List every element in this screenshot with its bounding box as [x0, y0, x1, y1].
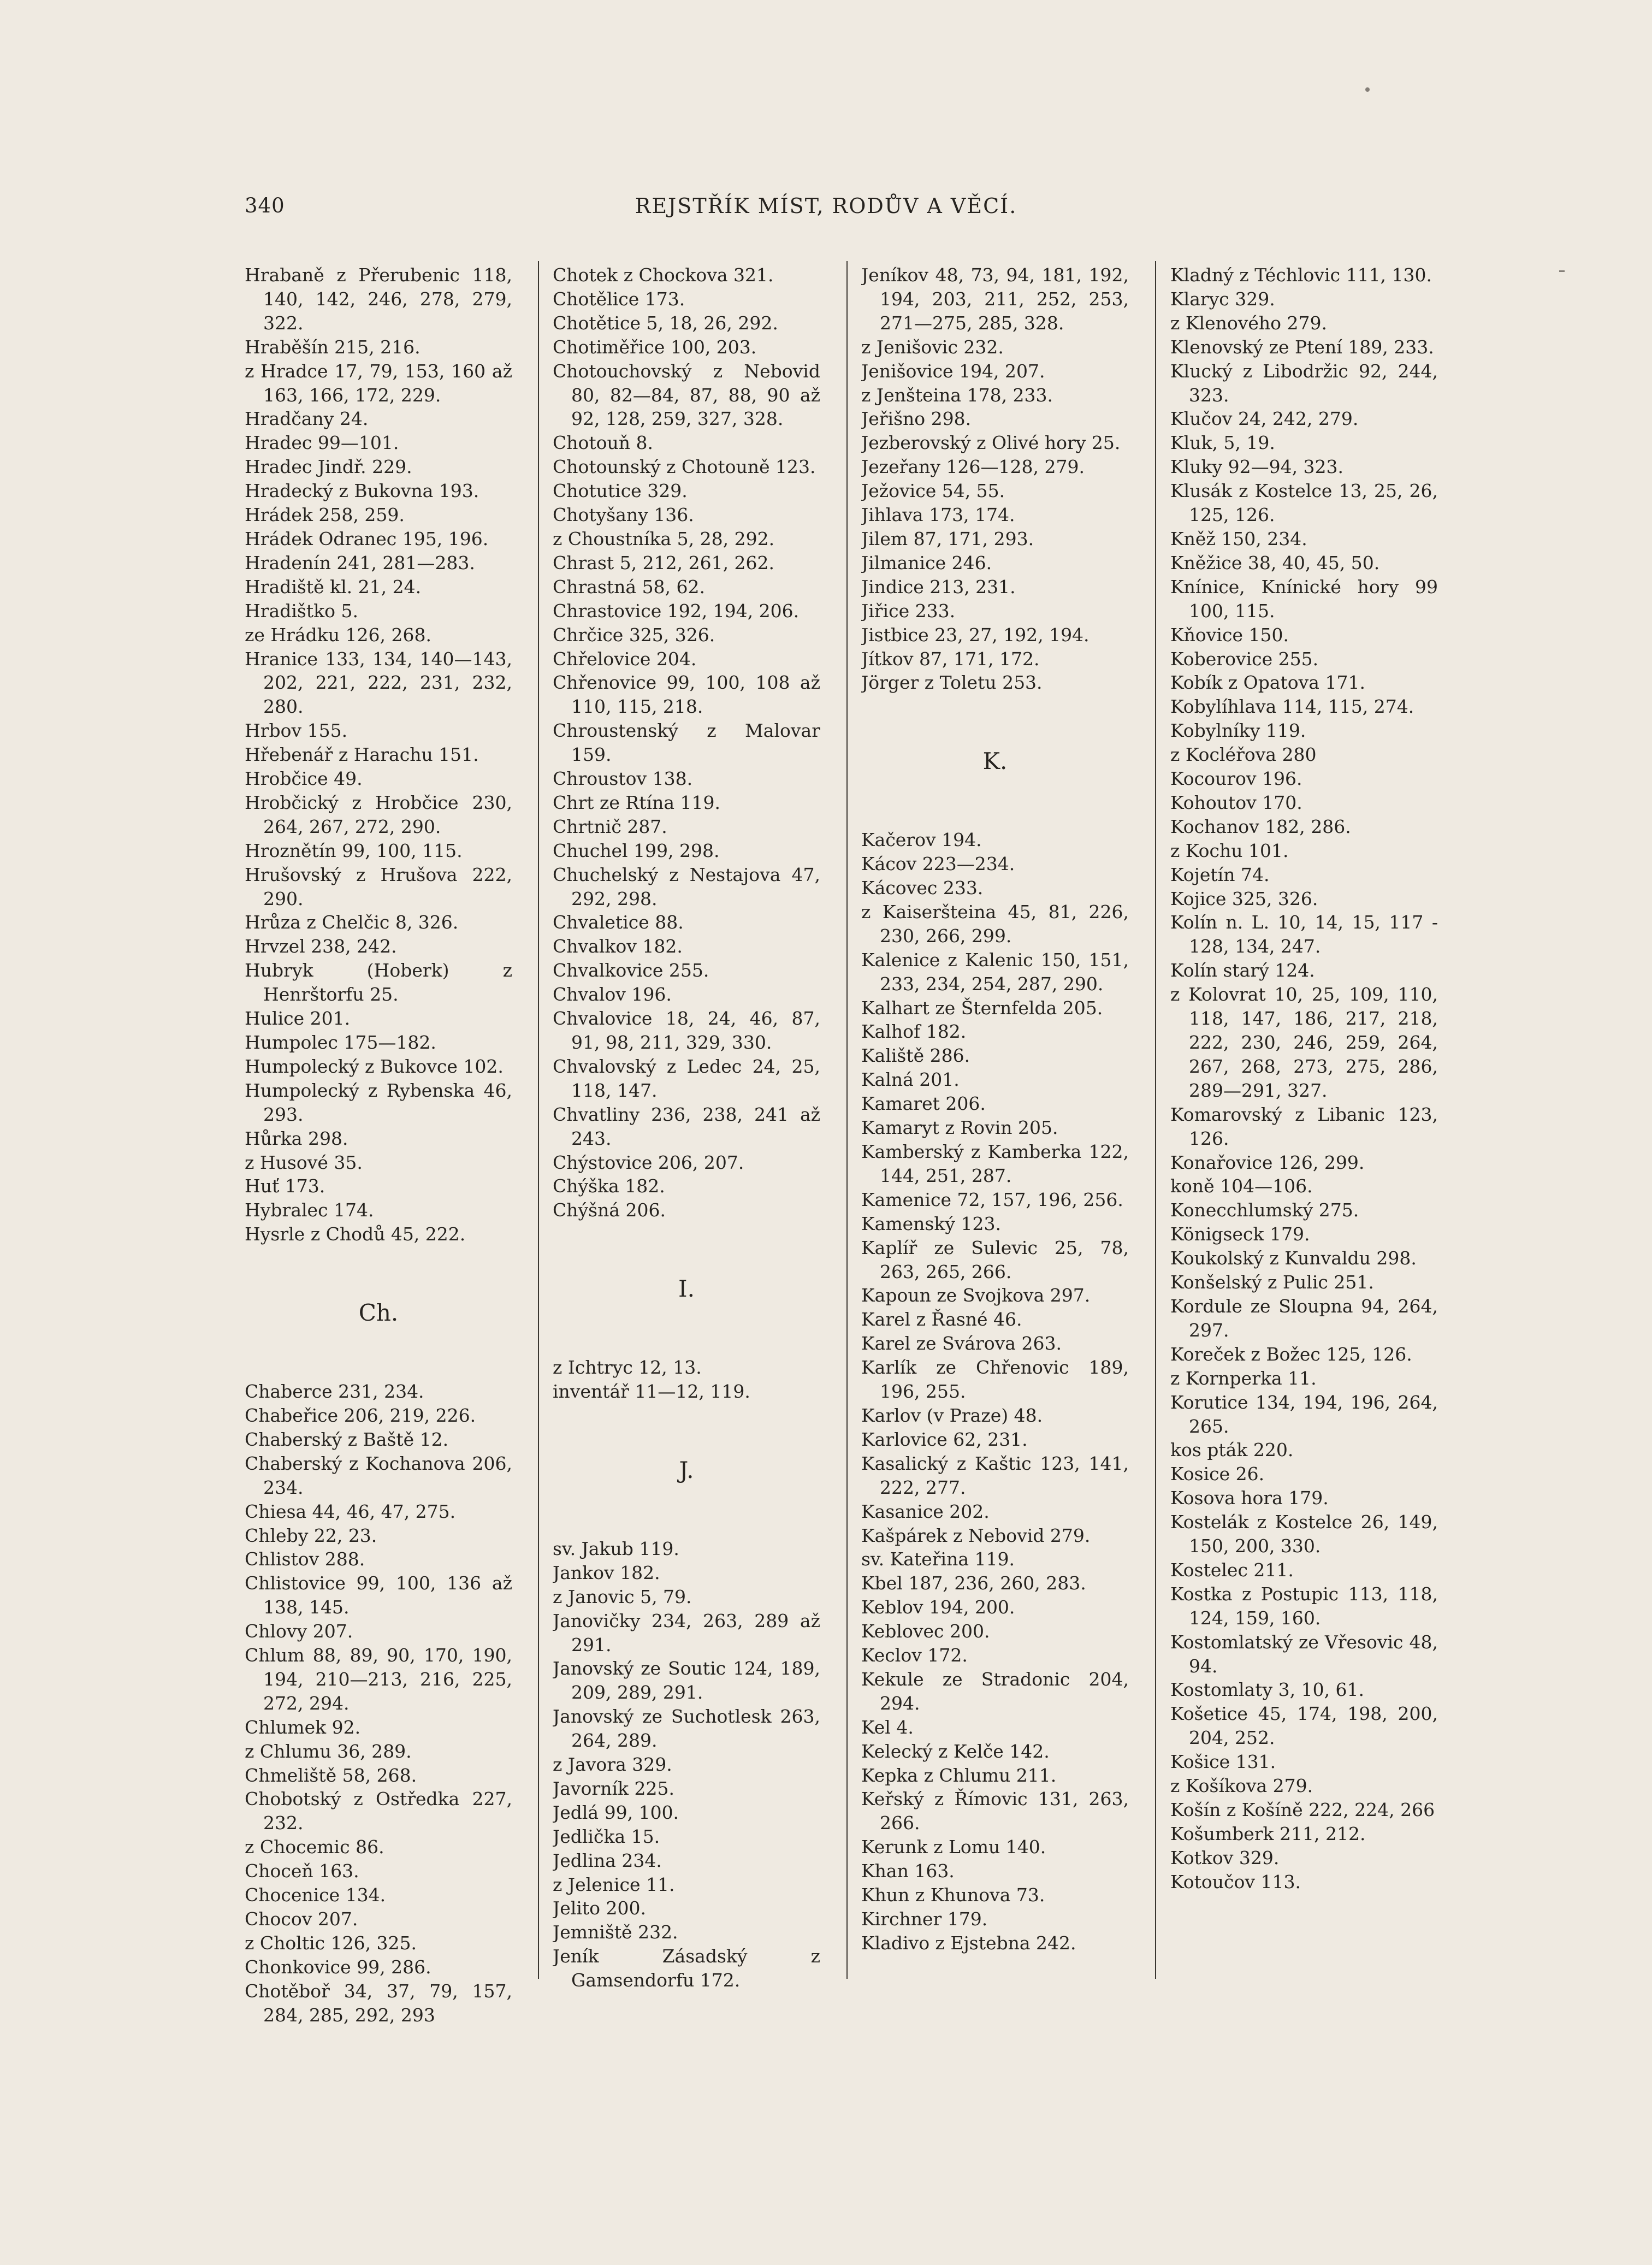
index-entry: Huť 173.	[245, 1175, 325, 1197]
index-entry: Chmeliště 58, 268.	[245, 1764, 417, 1786]
index-entry: Kel 4.	[861, 1716, 914, 1738]
index-entry: Kňovice 150.	[1170, 624, 1289, 646]
index-entry: Chlovy 207.	[245, 1621, 353, 1642]
index-entry: Chvalov 196.	[553, 984, 672, 1006]
index-entry: Hradenín 241, 281—283.	[245, 552, 475, 573]
index-entry: Kostelák z Kostelce 26, 149, 150, 200, 330.	[1170, 1511, 1438, 1557]
index-entry: Chrastná 58, 62.	[553, 576, 706, 598]
index-entry: Chuchel 199, 298.	[553, 839, 720, 861]
index-entry: z Kocléřova 280	[1170, 744, 1317, 766]
index-entry: Kamenice 72, 157, 196, 256.	[861, 1188, 1123, 1210]
index-column-2	[553, 263, 820, 1992]
index-entry: Hubryk (Hoberk) z Henrštorfu 25.	[245, 960, 512, 1006]
index-entry: Chleby 22, 23.	[245, 1524, 377, 1546]
index-entry: Hradec Jindř. 229.	[245, 456, 412, 478]
index-entry: Koukolský z Kunvaldu 298.	[1170, 1247, 1417, 1269]
index-entry: Chýška 182.	[553, 1175, 665, 1197]
index-entry: Komarovský z Libanic 123, 126.	[1170, 1103, 1438, 1149]
index-entry: Hroznětín 99, 100, 115.	[245, 839, 463, 861]
index-column-3	[861, 263, 1129, 1955]
index-entry: Chýstovice 206, 207.	[553, 1151, 744, 1173]
index-entry: Chřenovice 99, 100, 108 až 110, 115, 218.	[553, 672, 820, 718]
index-entry: Kelecký z Kelče 142.	[861, 1740, 1050, 1762]
index-entry: z Jelenice 11.	[553, 1873, 675, 1895]
index-entry: Hrvzel 238, 242.	[245, 936, 397, 957]
index-entry: Kolín n. L. 10, 14, 15, 117 - 128, 134, 247.	[1170, 912, 1438, 957]
index-entry: Chrtnič 287.	[553, 815, 667, 837]
column-rule	[1155, 261, 1156, 1979]
index-entry: Chrast 5, 212, 261, 262.	[553, 552, 775, 573]
index-entry: Jedlička 15.	[553, 1825, 660, 1847]
index-entry: Chotyšany 136.	[553, 504, 694, 526]
index-entry: Kalhart ze Šternfelda 205.	[861, 997, 1103, 1019]
index-entry: Hradčany 24.	[245, 408, 369, 430]
index-entry: Humpolecký z Bukovce 102.	[245, 1055, 504, 1077]
index-entry: Chotiměřice 100, 203.	[553, 336, 757, 358]
section-letter-heading: K.	[982, 748, 1008, 775]
index-entry: Karlov (v Praze) 48.	[861, 1404, 1043, 1426]
index-entry: Jelito 200.	[553, 1897, 646, 1919]
index-entry: Kněž 150, 234.	[1170, 528, 1307, 549]
index-entry: Koberovice 255.	[1170, 648, 1319, 670]
index-entry: Chýšná 206.	[553, 1199, 666, 1221]
index-entry: Karel ze Svárova 263.	[861, 1333, 1062, 1355]
index-entry: Klucký z Libodržic 92, 244, 323.	[1170, 360, 1438, 406]
index-entry: Chlistov 288.	[245, 1548, 365, 1570]
index-entry: Hrůza z Chelčic 8, 326.	[245, 912, 459, 933]
index-entry: Chvatliny 236, 238, 241 až 243.	[553, 1103, 820, 1149]
index-entry: Chroustov 138.	[553, 768, 693, 790]
index-entry: Chabeřice 206, 219, 226.	[245, 1404, 476, 1426]
index-entry: inventář 11—12, 119.	[553, 1381, 750, 1403]
index-entry: Javorník 225.	[553, 1777, 674, 1799]
index-entry: Hůrka 298.	[245, 1127, 348, 1149]
index-entry: Chvalovský z Ledec 24, 25, 118, 147.	[553, 1055, 820, 1101]
section-letter-heading: Ch.	[358, 1299, 399, 1327]
index-entry: Janovský ze Soutic 124, 189, 209, 289, 291.	[553, 1658, 820, 1704]
index-entry: Konecchlumský 275.	[1170, 1199, 1359, 1221]
index-entry: Chotětice 5, 18, 26, 292.	[553, 312, 778, 334]
index-entry: Jeník Zásadský z Gamsendorfu 172.	[553, 1945, 820, 1991]
index-entry: Kordule ze Sloupna 94, 264, 297.	[1170, 1295, 1438, 1341]
index-entry: Kašpárek z Nebovid 279.	[861, 1524, 1091, 1546]
index-entry: Janovský ze Suchotlesk 263, 264, 289.	[553, 1706, 820, 1752]
index-entry: Klaryc 329.	[1170, 288, 1275, 310]
index-entry: Karlík ze Chřenovic 189, 196, 255.	[861, 1357, 1129, 1403]
index-entry: Hrabaně z Přerubenic 118, 140, 142, 246, 278, 279, 322.	[245, 264, 512, 334]
index-entry: Chocov 207.	[245, 1908, 358, 1930]
index-entry: Kojetín 74.	[1170, 864, 1270, 885]
index-entry: Chiesa 44, 46, 47, 275.	[245, 1500, 456, 1522]
index-entry: z Hradce 17, 79, 153, 160 až 163, 166, 172, 229.	[245, 360, 512, 406]
index-entry: Khun z Khunova 73.	[861, 1884, 1045, 1906]
index-entry: Kostelec 211.	[1170, 1559, 1294, 1581]
index-entry: Chotělice 173.	[553, 288, 685, 310]
index-entry: Karlovice 62, 231.	[861, 1428, 1028, 1450]
index-entry: Hybralec 174.	[245, 1199, 374, 1221]
index-entry: Humpolec 175—182.	[245, 1032, 436, 1053]
index-entry: Kobík z Opatova 171.	[1170, 672, 1365, 694]
index-entry: Koreček z Božec 125, 126.	[1170, 1343, 1412, 1365]
index-entry: Košumberk 211, 212.	[1170, 1823, 1366, 1844]
index-entry: Kobylíhlava 114, 115, 274.	[1170, 696, 1414, 718]
index-entry: z Kaiseršteina 45, 81, 226, 230, 266, 299.	[861, 901, 1129, 947]
index-entry: Kamaret 206.	[861, 1093, 986, 1115]
index-entry: z Husové 35.	[245, 1151, 363, 1173]
index-entry: Chlistovice 99, 100, 136 až 138, 145.	[245, 1572, 512, 1618]
index-entry: Kojice 325, 326.	[1170, 888, 1318, 909]
running-title: REJSTŘÍK MÍST, RODŮV A VĚCÍ.	[635, 194, 1017, 218]
index-entry: Kasalický z Kaštic 123, 141, 222, 277.	[861, 1452, 1129, 1498]
index-entry: z Ichtryc 12, 13.	[553, 1357, 702, 1379]
index-entry: Keřský z Římovic 131, 263, 266.	[861, 1788, 1129, 1834]
index-entry: sv. Jakub 119.	[553, 1537, 679, 1559]
index-entry: Kamaryt z Rovin 205.	[861, 1117, 1058, 1139]
index-entry: Chonkovice 99, 286.	[245, 1956, 431, 1978]
index-entry: Jedlina 234.	[553, 1849, 662, 1871]
index-entry: Kocourov 196.	[1170, 768, 1302, 790]
index-entry: Kirchner 179.	[861, 1908, 988, 1930]
index-entry: Hřebenář z Harachu 151.	[245, 744, 479, 766]
index-entry: Humpolecký z Rybenska 46, 293.	[245, 1079, 512, 1125]
index-entry: Kněžice 38, 40, 45, 50.	[1170, 552, 1380, 573]
index-entry: Jankov 182.	[553, 1562, 660, 1583]
index-entry: Kostka z Postupic 113, 118, 124, 159, 160.	[1170, 1583, 1438, 1629]
index-entry: Chvalovice 18, 24, 46, 87, 91, 98, 211, 329, 330.	[553, 1008, 820, 1053]
index-entry: Keclov 172.	[861, 1645, 968, 1666]
index-entry: Kepka z Chlumu 211.	[861, 1764, 1057, 1786]
index-entry: Chroustenský z Malovar 159.	[553, 720, 820, 766]
index-entry: Hradec 99—101.	[245, 432, 399, 454]
index-entry: Kluk, 5, 19.	[1170, 432, 1275, 454]
index-entry: Chrt ze Rtína 119.	[553, 791, 720, 813]
index-entry: Jihlava 173, 174.	[861, 504, 1015, 526]
index-entry: Jörger z Toletu 253.	[861, 672, 1043, 694]
index-entry: Chotek z Chockova 321.	[553, 264, 774, 286]
index-entry: Hradecký z Bukovna 193.	[245, 480, 479, 502]
index-entry: Chřelovice 204.	[553, 648, 697, 670]
index-entry: Hrbov 155.	[245, 720, 348, 742]
index-entry: Chobotský z Ostředka 227, 232.	[245, 1788, 512, 1834]
index-entry: Košín z Košíně 222, 224, 266	[1170, 1799, 1435, 1820]
index-entry: Chvalkovice 255.	[553, 960, 709, 981]
index-entry: Jistbice 23, 27, 192, 194.	[861, 624, 1090, 646]
index-entry: Kobylníky 119.	[1170, 720, 1306, 742]
index-entry: Klusák z Kostelce 13, 25, 26, 125, 126.	[1170, 480, 1438, 526]
index-entry: Choceň 163.	[245, 1860, 359, 1882]
index-entry: z Košíkova 279.	[1170, 1775, 1313, 1797]
index-entry: Janovičky 234, 263, 289 až 291.	[553, 1610, 820, 1655]
index-entry: Kácovec 233.	[861, 877, 984, 899]
index-entry: Kolín starý 124.	[1170, 960, 1315, 981]
index-entry: Kalhof 182.	[861, 1021, 967, 1043]
index-entry: Jilem 87, 171, 293.	[861, 528, 1034, 549]
index-entry: Kladný z Téchlovic 111, 130.	[1170, 264, 1432, 286]
index-entry: Kosova hora 179.	[1170, 1487, 1329, 1509]
index-column-4	[1170, 263, 1438, 1894]
index-entry: Korutice 134, 194, 196, 264, 265.	[1170, 1391, 1438, 1437]
index-entry: Chotouň 8.	[553, 432, 653, 454]
index-entry: Jenišovice 194, 207.	[861, 360, 1045, 382]
index-entry: Kasanice 202.	[861, 1500, 990, 1522]
index-entry: Košetice 45, 174, 198, 200, 204, 252.	[1170, 1703, 1438, 1749]
index-entry: Chvalkov 182.	[553, 936, 683, 957]
index-entry: Kačerov 194.	[861, 829, 982, 851]
index-entry: Hrušovský z Hrušova 222, 290.	[245, 864, 512, 909]
index-entry: Hranice 133, 134, 140—143, 202, 221, 222, 231, 232, 280.	[245, 648, 512, 718]
paper-speck	[1365, 87, 1370, 92]
index-entry: Kotoučov 113.	[1170, 1871, 1301, 1893]
index-entry: Kalná 201.	[861, 1069, 960, 1091]
index-entry: Chlumek 92.	[245, 1716, 361, 1738]
index-entry: z Jenišovic 232.	[861, 336, 1004, 358]
page-number: 340	[245, 194, 285, 217]
index-entry: Konařovice 126, 299.	[1170, 1151, 1365, 1173]
index-entry: z Jenšteina 178, 233.	[861, 384, 1053, 406]
index-entry: z Kochu 101.	[1170, 839, 1289, 861]
index-entry: Kamberský z Kamberka 122, 144, 251, 287.	[861, 1141, 1129, 1186]
index-entry: Kácov 223—234.	[861, 853, 1015, 875]
index-column-1	[245, 263, 512, 2027]
index-entry: Kerunk z Lomu 140.	[861, 1836, 1046, 1858]
index-entry: Jiřice 233.	[861, 600, 956, 622]
index-entry: Jindice 213, 231.	[861, 576, 1016, 598]
index-entry: Kladivo z Ejstebna 242.	[861, 1932, 1076, 1954]
index-entry: Keblov 194, 200.	[861, 1596, 1015, 1618]
index-entry: Chuchelský z Nestajova 47, 292, 298.	[553, 864, 820, 909]
index-entry: koně 104—106.	[1170, 1175, 1313, 1197]
index-entry: kos pták 220.	[1170, 1439, 1294, 1461]
index-entry: Jemniště 232.	[553, 1921, 678, 1943]
index-entry: Kosice 26.	[1170, 1463, 1265, 1485]
index-entry: Kluky 92—94, 323.	[1170, 456, 1344, 478]
index-entry: Chaberce 231, 234.	[245, 1381, 424, 1403]
index-entry: Chotěboř 34, 37, 79, 157, 284, 285, 292, 293	[245, 1980, 512, 2026]
index-entry: Kostomlaty 3, 10, 61.	[1170, 1679, 1365, 1701]
index-entry: Kalenice z Kalenic 150, 151, 233, 234, 254, 287, 290.	[861, 949, 1129, 995]
index-entry: Hrobčice 49.	[245, 768, 363, 790]
index-entry: Königseck 179.	[1170, 1223, 1310, 1245]
index-entry: z Choustníka 5, 28, 292.	[553, 528, 775, 549]
index-entry: Chaberský z Kochanova 206, 234.	[245, 1452, 512, 1498]
index-entry: Hulice 201.	[245, 1008, 351, 1030]
paper-speck	[1559, 270, 1565, 272]
index-entry: Kaliště 286.	[861, 1045, 970, 1067]
index-entry: ze Hrádku 126, 268.	[245, 624, 431, 646]
index-entry: Chvaletice 88.	[553, 912, 684, 933]
index-entry: Jezberovský z Olivé hory 25.	[861, 432, 1121, 454]
index-entry: z Chlumu 36, 289.	[245, 1740, 412, 1762]
index-entry: Klenovský ze Ptení 189, 233.	[1170, 336, 1434, 358]
index-entry: Hradištko 5.	[245, 600, 358, 622]
index-entry: z Chocemic 86.	[245, 1836, 384, 1858]
index-entry: Hradiště kl. 21, 24.	[245, 576, 422, 598]
index-entry: Jeřišno 298.	[861, 408, 972, 430]
index-entry: Kochanov 182, 286.	[1170, 815, 1351, 837]
column-rule	[538, 261, 539, 1979]
index-entry: Jítkov 87, 171, 172.	[861, 648, 1040, 670]
index-entry: Jezeřany 126—128, 279.	[861, 456, 1085, 478]
index-entry: z Janovic 5, 79.	[553, 1586, 692, 1607]
index-entry: Hrádek Odranec 195, 196.	[245, 528, 489, 549]
section-letter-heading: I.	[678, 1275, 695, 1303]
index-entry: Chrčice 325, 326.	[553, 624, 715, 646]
index-entry: Hrobčický z Hrobčice 230, 264, 267, 272, 290.	[245, 791, 512, 837]
index-entry: Kaplíř ze Sulevic 25, 78, 263, 265, 266.	[861, 1237, 1129, 1282]
index-entry: Chaberský z Baště 12.	[245, 1428, 449, 1450]
index-entry: Chotutice 329.	[553, 480, 688, 502]
index-entry: sv. Kateřina 119.	[861, 1548, 1015, 1570]
index-entry: Chrastovice 192, 194, 206.	[553, 600, 800, 622]
index-entry: Keblovec 200.	[861, 1621, 990, 1642]
index-entry: Hysrle z Chodů 45, 222.	[245, 1223, 466, 1245]
index-entry: Chocenice 134.	[245, 1884, 386, 1906]
index-entry: Hrádek 258, 259.	[245, 504, 405, 526]
index-entry: Kbel 187, 236, 260, 283.	[861, 1572, 1086, 1594]
index-entry: Karel z Řasné 46.	[861, 1309, 1022, 1330]
index-entry: Chlum 88, 89, 90, 170, 190, 194, 210—213, 216, 225, 272, 294.	[245, 1645, 512, 1714]
index-entry: Kapoun ze Svojkova 297.	[861, 1285, 1091, 1306]
index-entry: z Klenového 279.	[1170, 312, 1327, 334]
index-entry: z Javora 329.	[553, 1754, 672, 1776]
index-entry: Klučov 24, 242, 279.	[1170, 408, 1359, 430]
index-entry: Ježovice 54, 55.	[861, 480, 1005, 502]
index-entry: Kekule ze Stradonic 204, 294.	[861, 1668, 1129, 1714]
index-entry: Hraběšín 215, 216.	[245, 336, 421, 358]
index-entry: Jilmanice 246.	[861, 552, 992, 573]
index-entry: Kohoutov 170.	[1170, 791, 1302, 813]
index-entry: Jedlá 99, 100.	[553, 1801, 679, 1823]
index-entry: Jeníkov 48, 73, 94, 181, 192, 194, 203, 211, 252, 253, 271—275, 285, 328.	[861, 264, 1129, 334]
index-entry: Kotkov 329.	[1170, 1847, 1280, 1868]
index-entry: Konšelský z Pulic 251.	[1170, 1272, 1374, 1293]
index-entry: z Choltic 126, 325.	[245, 1932, 417, 1954]
index-entry: z Kornperka 11.	[1170, 1367, 1317, 1389]
index-entry: Chotounský z Chotouně 123.	[553, 456, 816, 478]
column-rule	[846, 261, 848, 1979]
index-entry: Kamenský 123.	[861, 1213, 1001, 1234]
index-entry: Knínice, Knínické hory 99 100, 115.	[1170, 576, 1438, 622]
index-entry: Chotouchovský z Nebovid 80, 82—84, 87, 88, 90 až 92, 128, 259, 327, 328.	[553, 360, 820, 430]
index-entry: Khan 163.	[861, 1860, 955, 1882]
index-entry: Košice 131.	[1170, 1751, 1276, 1773]
index-entry: Kostomlatský ze Vřesovic 48, 94.	[1170, 1631, 1438, 1677]
section-letter-heading: J.	[679, 1456, 694, 1483]
index-entry: z Kolovrat 10, 25, 109, 110, 118, 147, 186, 217, 218, 222, 230, 246, 259, 264, 267, 268, 273, 275, 286, 289—291, 327.	[1170, 984, 1438, 1101]
